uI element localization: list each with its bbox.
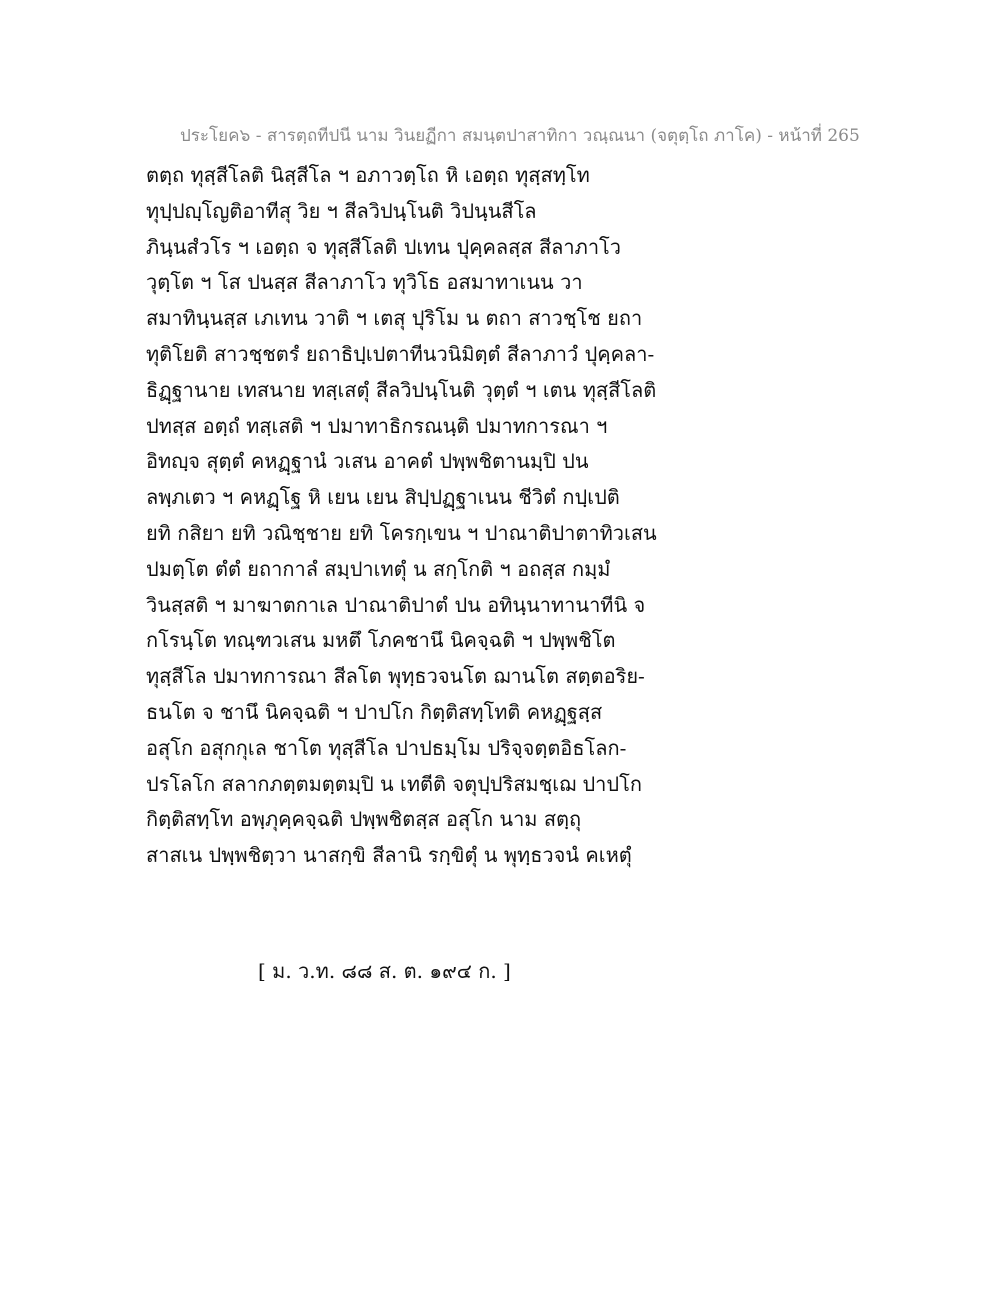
text-line: ภินฺนสํวโร ฯ เอตฺถ จ ทุสฺสีโลติ ปเทน ปุคฺคลสฺส สีลาภาโว (146, 234, 622, 259)
page-header: ประโยค๖ - สารตฺถทีปนี นาม วินยฏีกา สมนฺตปาสาทิกา วณฺณนา (จตุตฺโถ ภาโค) - หน้าที่ 265 (180, 126, 860, 146)
text-line: ปทสฺส อตฺถํ ทสฺเสติ ฯ ปมาทาธิกรณนฺติ ปมาทการณา ฯ (146, 413, 608, 438)
body-text (146, 158, 706, 874)
text-line: ปมตฺโต ตํตํ ยถากาลํ สมฺปาเทตุํ น สกฺโกติ ฯ อถสฺส กมฺมํ (146, 556, 611, 581)
text-line: อิทญฺจ สุตฺตํ คหฏฺฐานํ วเสน อาคตํ ปพฺพชิตานมฺปิ ปน (146, 449, 589, 474)
source-reference: [ ม. ว.ท. ๘๘ ส. ต. ๑๙๔ ก. ] (258, 959, 511, 983)
text-line: ทุปฺปญฺโญติอาทีสุ วิย ฯ สีลวิปนฺโนติ วิปนฺนสีโล (146, 198, 537, 223)
text-line: กิตฺติสทฺโท อพฺภุคฺคจฺฉติ ปพฺพชิตสฺส อสุโก นาม สตฺถุ (146, 807, 582, 832)
text-line: สาสเน ปพฺพชิตฺวา นาสกฺขิ สีลานิ รกฺขิตุํ น พุทฺธวจนํ คเหตุํ (146, 843, 632, 868)
text-line: ทุติโยติ สาวชฺชตรํ ยถาธิปฺเปตาทีนวนิมิตฺตํ สีลาภาวํ ปุคฺคลา- (146, 341, 655, 366)
text-line: วินสฺสติ ฯ มาฆาตกาเล ปาณาติปาตํ ปน อทินฺนาทานาทีนิ จ (146, 592, 646, 617)
text-line: ธิฏฺฐานาย เทสนาย ทสฺเสตุํ สีลวิปนฺโนติ วุตฺตํ ฯ เตน ทุสฺสีโลติ (146, 377, 657, 402)
text-line: อสุโก อสุกกุเล ชาโต ทุสฺสีโล ปาปธมฺโม ปริจฺจตฺตอิธโลก- (146, 735, 627, 760)
text-line: สมาทินฺนสฺส เภเทน วาติ ฯ เตสุ ปุริโม น ตถา สาวชฺโช ยถา (146, 306, 643, 331)
text-line: วุตฺโต ฯ โส ปนสฺส สีลาภาโว ทุวิโธ อสมาทาเนน วา (146, 270, 583, 295)
text-line: ทุสฺสีโล ปมาทการณา สีลโต พุทฺธวจนโต ฌานโต สตฺตอริย- (146, 664, 645, 689)
text-line: ตตฺถ ทุสฺสีโลติ นิสฺสีโล ฯ อภาวตฺโถ หิ เอตฺถ ทุสฺสทฺโท (146, 163, 590, 187)
text-line: ปรโลโก สลากภตฺตมตฺตมฺปิ น เทตีติ จตุปฺปริสมชฺเฌ ปาปโก (146, 771, 642, 796)
text-line: ลพฺภเตว ฯ คหฏฺโฐ หิ เยน เยน สิปฺปฏฺฐาเนน ชีวิตํ กปฺเปติ (146, 485, 620, 510)
text-line: ยทิ กสิยา ยทิ วณิชฺชาย ยทิ โครกฺเขน ฯ ปาณาติปาตาทิวเสน (146, 520, 657, 545)
text-line: กโรนฺโต ทณฺฑวเสน มหตึ โภคชานึ นิคจฺฉติ ฯ ปพฺพชิโต (146, 628, 616, 653)
text-line: ธนโต จ ชานึ นิคจฺฉติ ฯ ปาปโก กิตฺติสทฺโทติ คหฏฺฐสฺส (146, 699, 603, 724)
